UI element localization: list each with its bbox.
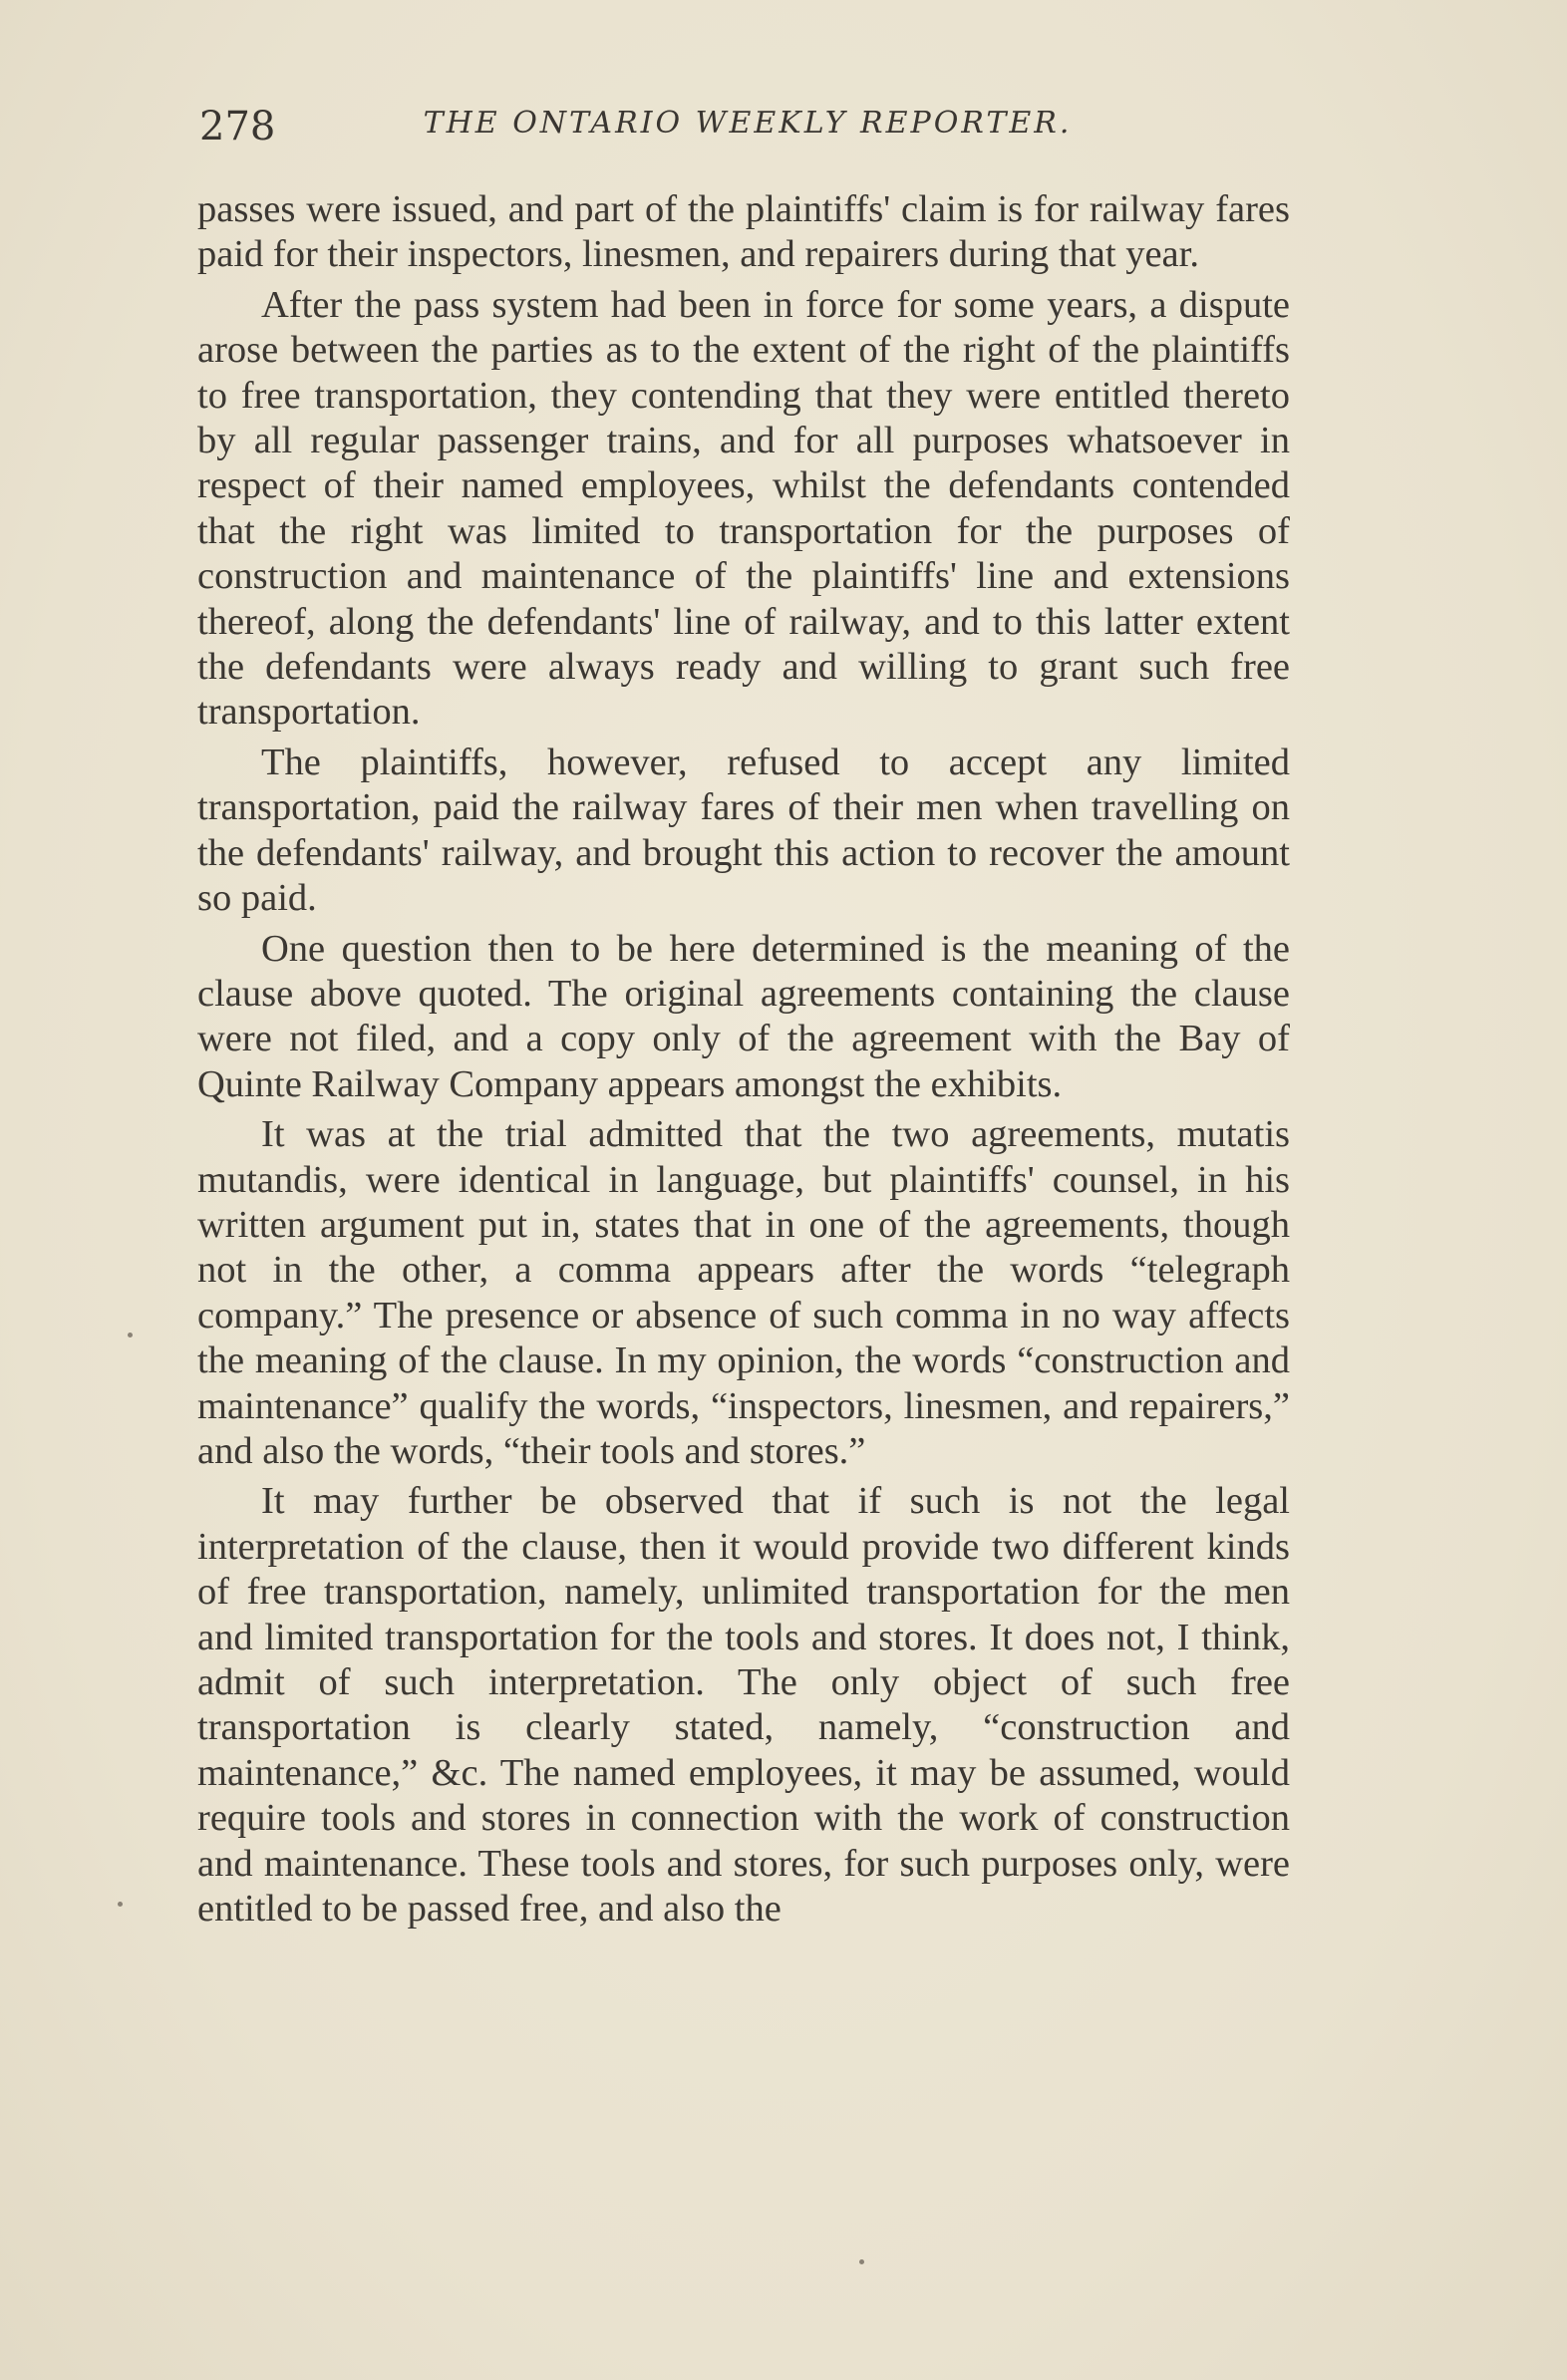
- paper-speck: [128, 1333, 133, 1338]
- page-number: 278: [199, 104, 276, 149]
- body-text: [197, 187, 1290, 1936]
- running-head: THE ONTARIO WEEKLY REPORTER.: [423, 106, 1073, 141]
- paragraph-clause-meaning: One question then to be here determined is the meaning of the clause above quoted. The original agreements containing the clause were not filed, and a copy only of the agreement with the Bay of Quinte Railway Company appears amongst the exhibits.: [197, 927, 1290, 1105]
- page-header: [199, 100, 1296, 159]
- paragraph-trial-admission: It was at the trial admitted that the two agreements, mutatis mutandis, were identical in language, but plaintiffs' counsel, in his written argument put in, states that in one of the agreements, though not in the other, a comma appears after the words “telegraph company.” The presence or absence of such comma in no way affects the meaning of the clause. In my opinion, the words “construction and maintenance” qualify the words, “inspectors, linesmen, and repairers,” and also the words, “their tools and stores.”: [197, 1113, 1290, 1472]
- paragraph-continued: passes were issued, and part of the plaintiffs' claim is for railway fares paid for their inspectors, linesmen, and repairers during that year.: [197, 188, 1290, 276]
- paragraph-pass-dispute: After the pass system had been in force for some years, a dispute arose between the parties as to the extent of the right of the plaintiffs to free transportation, they contending that they were entitled thereto by all regular passenger trains, and for all purposes whatsoever in respect of their named employees, whilst the defendants contended that the right was limited to transportation for the purposes of construction and maintenance of the plaintiffs' line and extensions thereof, along the defendants' line of railway, and to this latter extent the defendants were always ready and willing to grant such free transportation.: [197, 283, 1290, 734]
- paper-speck: [118, 1902, 123, 1907]
- paper-speck: [859, 2259, 864, 2264]
- paragraph-plaintiffs-refusal: The plaintiffs, however, refused to accept any limited transportation, paid the railway fares of their men when travelling on the defendants' railway, and brought this action to recover the amount so paid.: [197, 741, 1290, 920]
- paragraph-interpretation: It may further be observed that if such is not the legal interpretation of the clause, then it would provide two different kinds of free transportation, namely, unlimited transportation for the men and limited transportation for the tools and stores. It does not, I think, admit of such interpretation. The only object of such free transportation is clearly stated, namely, “construction and maintenance,” &c. The named employees, it may be assumed, would require tools and stores in connection with the work of construction and maintenance. These tools and stores, for such purposes only, were entitled to be passed free, and also the: [197, 1480, 1290, 1931]
